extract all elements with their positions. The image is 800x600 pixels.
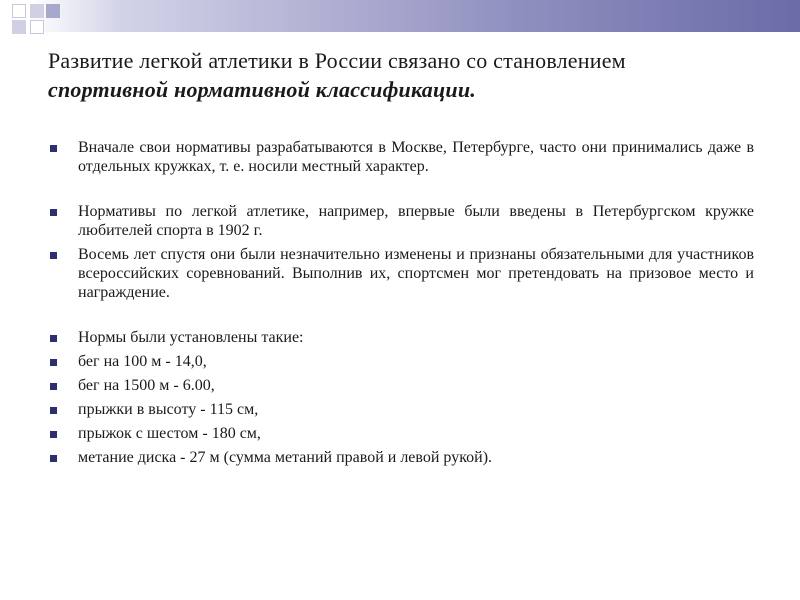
list-item: Вначале свои нормативы разрабатываются в Москве, Петербурге, часто они принимались даже в отдельных кружках, т. е. носили местный характер. [48,138,754,176]
title-lead: Развитие легкой атлетики в России связано со становлением [48,48,626,73]
decor-square [12,20,26,34]
list-item: Нормы были установлены такие: [48,328,754,347]
decor-square [30,20,44,34]
list-item: бег на 100 м - 14,0, [48,352,754,371]
header-decoration-band [0,0,800,32]
title-emphasis: спортивной нормативной классификации. [48,77,476,102]
slide-title [48,46,768,104]
list-item: Восемь лет спустя они были незначительно изменены и признаны обязательными для участников всероссийских соревнований. Выполнив их, спортсмен мог претендовать на призовое место и награждение. [48,245,754,302]
list-item: прыжки в высоту - 115 см, [48,400,754,419]
list-item: Нормативы по легкой атлетике, например, впервые были введены в Петербургском кружке любителей спорта в 1902 г. [48,202,754,240]
decor-square [46,4,60,18]
bullet-list [48,138,754,472]
list-item: бег на 1500 м - 6.00, [48,376,754,395]
decor-square [12,4,26,18]
list-item: прыжок с шестом - 180 см, [48,424,754,443]
decor-square [30,4,44,18]
list-item: метание диска - 27 м (сумма метаний правой и левой рукой). [48,448,754,467]
